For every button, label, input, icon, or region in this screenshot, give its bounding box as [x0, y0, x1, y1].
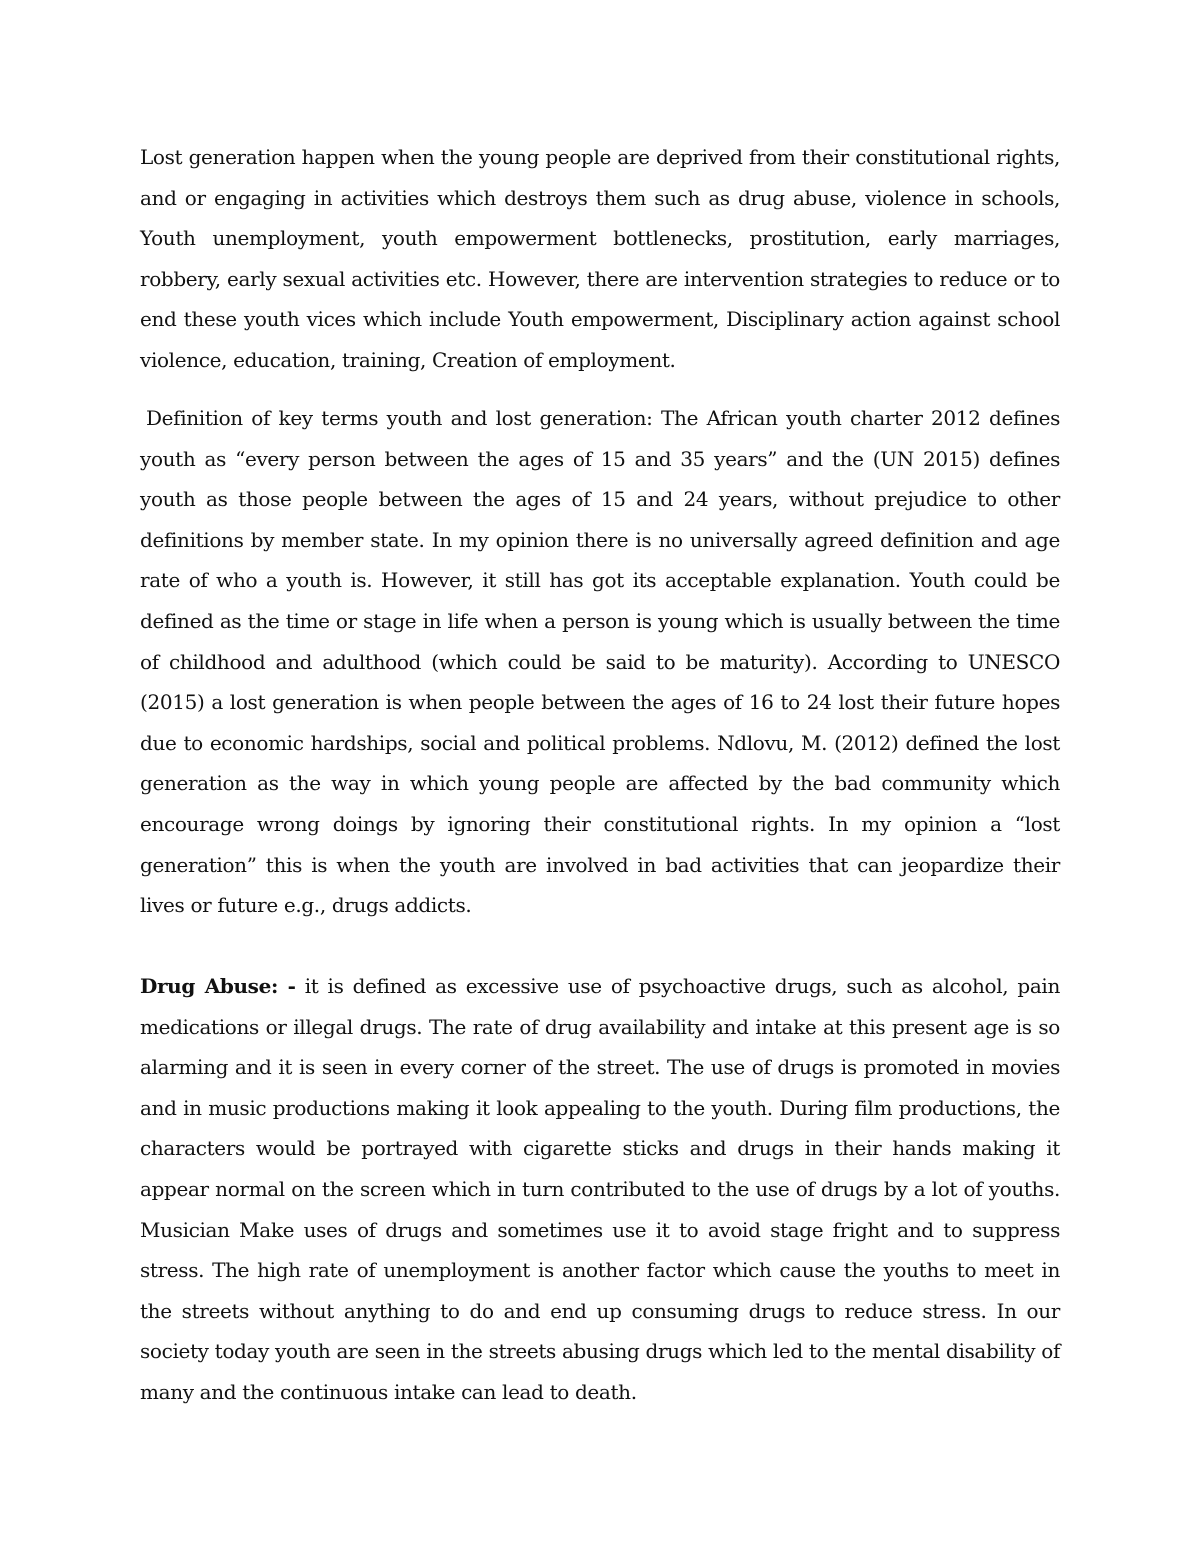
- drug-abuse-body: it is defined as excessive use of psychoactive drugs, such as alcohol, pain medications or illegal drugs. The rate of drug availability and intake at this present age is so alarming and it is seen in every corner of the street. The use of drugs is promoted in movies and in music productions making it look appealing to the youth. During film productions, the characters would be portrayed with cigarette sticks and drugs in their hands making it appear normal on the screen which in turn contributed to the use of drugs by a lot of youths. Musician Make uses of drugs and sometimes use it to avoid stage fright and to suppress stress. The high rate of unemployment is another factor which cause the youths to meet in the streets without anything to do and end up consuming drugs to reduce stress. In our society today youth are seen in the streets abusing drugs which led to the mental disability of many and the continuous intake can lead to death.: [140, 974, 1060, 1404]
- paragraph-lost-generation-intro: Lost generation happen when the young people are deprived from their constitutional rights, and or engaging in activities which destroys them such as drug abuse, violence in schools, Youth unemployment, youth empowerment bottlenecks, prostitution, early marriages, robbery, early sexual activities etc. However, there are intervention strategies to reduce or to end these youth vices which include Youth empowerment, Disciplinary action against school violence, education, training, Creation of employment.: [140, 145, 1060, 372]
- drug-abuse-term: Drug Abuse: -: [140, 974, 296, 998]
- paragraph-drug-abuse: [140, 966, 1060, 1413]
- paragraph-definition-key-terms: Definition of key terms youth and lost generation: The African youth charter 2012 defines youth as “every person between the ages of 15 and 35 years” and the (UN 2015) defines youth as those people between the ages of 15 and 24 years, without prejudice to other definitions by member state. In my opinion there is no universally agreed definition and age rate of who a youth is. However, it still has got its acceptable explanation. Youth could be defined as the time or stage in life when a person is young which is usually between the time of childhood and adulthood (which could be said to be maturity). According to UNESCO (2015) a lost generation is when people between the ages of 16 to 24 lost their future hopes due to economic hardships, social and political problems. Ndlovu, M. (2012) defined the lost generation as the way in which young people are affected by the bad community which encourage wrong doings by ignoring their constitutional rights. In my opinion a “lost generation” this is when the youth are involved in bad activities that can jeopardize their lives or future e.g., drugs addicts.: [140, 406, 1060, 918]
